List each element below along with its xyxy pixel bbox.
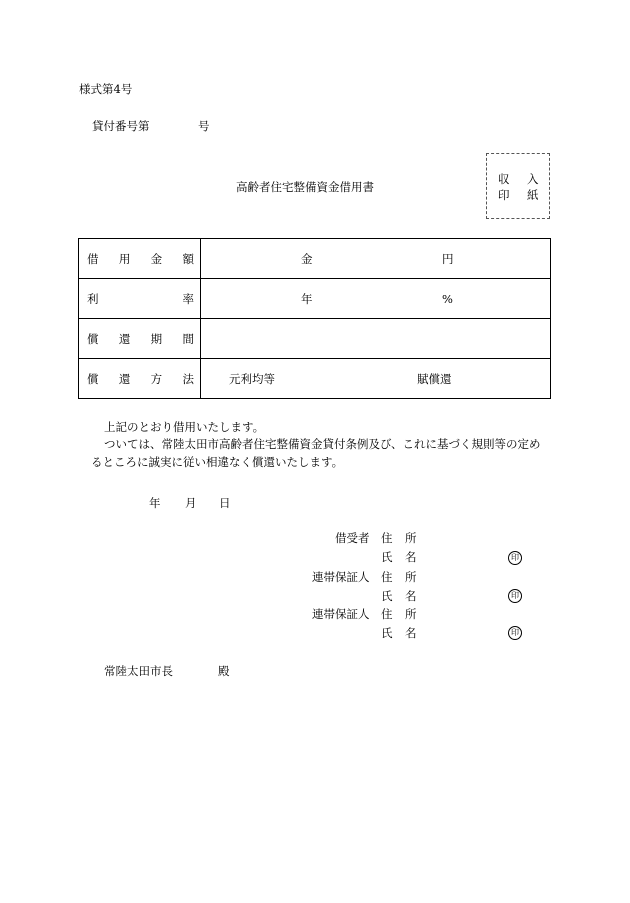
seal-mark: 印 [508,551,522,565]
table-row [79,279,551,319]
value-unit: 賦償還 [417,371,452,386]
value-unit: 円 [442,251,454,266]
label-char: 金 [150,251,163,266]
repayment-period-field[interactable] [201,319,551,359]
loan-details-table [78,238,551,399]
stamp-char: 入 [527,172,539,186]
seal-mark: 印 [508,626,522,640]
label-char: 率 [182,291,194,306]
row-label [79,239,201,279]
value-prefix: 年 [301,291,313,306]
label-char: 償 [87,371,99,386]
label-char: 額 [182,251,194,266]
stamp-char: 紙 [527,188,539,202]
name-label: 名 [405,626,417,640]
body-line-3: るところに誠実に従い相違なく償還いたします。 [91,455,344,469]
addressee-honorific: 殿 [218,664,230,678]
loan-number-prefix: 貸付番号第 [92,119,150,133]
date-day: 日 [219,496,231,510]
value-unit: % [442,291,453,306]
label-char: 借 [87,251,99,266]
address-label: 住 [381,607,393,621]
name-label: 氏 [381,626,393,640]
value-prefix: 金 [301,251,313,266]
form-number: 様式第4号 [79,82,133,96]
table-row [79,319,551,359]
table-row [79,359,551,399]
label-char: 用 [118,251,131,266]
signatory-role: 連帯保証人 [312,607,370,621]
table-row [79,239,551,279]
label-char: 還 [118,331,131,346]
stamp-char: 印 [498,188,510,202]
name-label: 氏 [381,589,393,603]
label-char: 方 [150,371,163,386]
label-char: 間 [182,331,194,346]
stamp-char: 収 [498,172,510,186]
row-label [79,279,201,319]
label-char: 還 [118,371,131,386]
signatory-role: 借受者 [335,531,370,545]
row-label [79,359,201,399]
row-label [79,319,201,359]
address-label: 所 [405,531,417,545]
label-char: 法 [182,371,194,386]
value-prefix: 元利均等 [229,371,275,386]
name-label: 名 [405,589,417,603]
loan-number-suffix: 号 [198,119,210,133]
address-label: 住 [381,531,393,545]
seal-mark: 印 [508,589,522,603]
address-label: 住 [381,570,393,584]
document-title: 高齢者住宅整備資金借用書 [236,180,374,194]
revenue-stamp-box [486,153,550,219]
interest-rate-field[interactable] [201,279,551,319]
body-line-2: ついては、常陸太田市高齢者住宅整備資金貸付条例及び、これに基づく規則等の定め [104,437,541,451]
date-year: 年 [149,496,161,510]
label-char: 償 [87,331,99,346]
name-label: 名 [405,550,417,564]
address-label: 所 [405,570,417,584]
name-label: 氏 [381,550,393,564]
repayment-method-field[interactable] [201,359,551,399]
loan-amount-field[interactable] [201,239,551,279]
label-char: 利 [87,291,99,306]
body-line-1: 上記のとおり借用いたします。 [104,420,265,434]
label-char: 期 [150,331,163,346]
addressee-name: 常陸太田市長 [104,664,173,678]
address-label: 所 [405,607,417,621]
signatory-role: 連帯保証人 [312,570,370,584]
date-month: 月 [185,496,197,510]
